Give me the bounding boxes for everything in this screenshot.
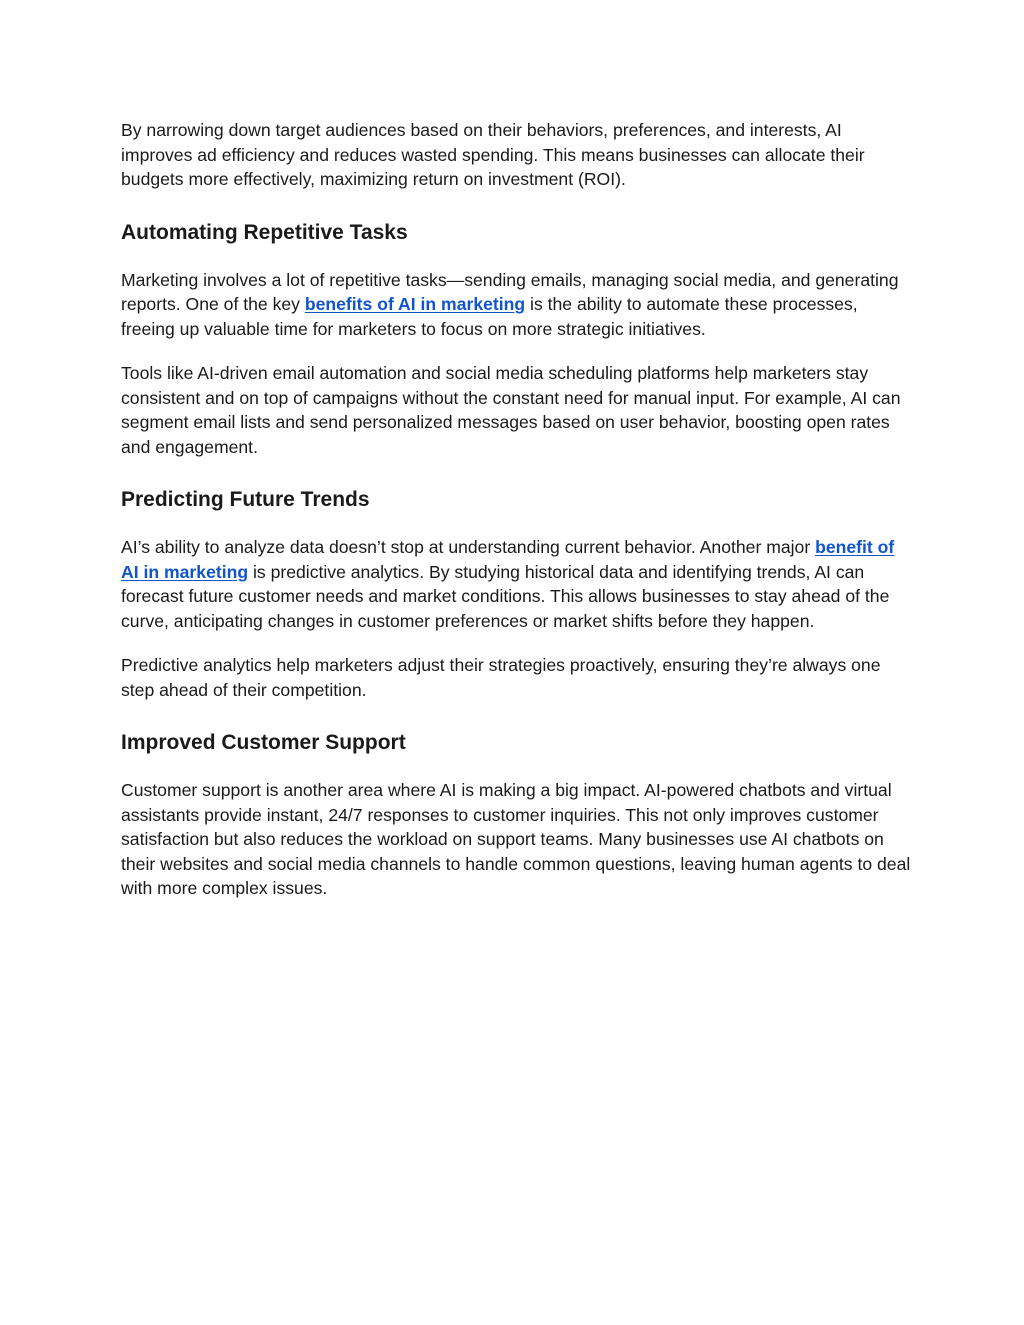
benefits-of-ai-link[interactable]: benefits of AI in marketing — [304, 294, 526, 314]
predicting-paragraph-1 — [121, 535, 911, 633]
heading-automating-repetitive-tasks: Automating Repetitive Tasks — [121, 220, 408, 244]
document-page — [121, 118, 911, 921]
benefit-of-ai-link[interactable]: benefit of AI in marketing — [121, 537, 895, 582]
text-span: AI’s ability to analyze data doesn’t stop at understanding current behavior. Another major — [121, 537, 816, 557]
text-span: is predictive analytics. By studying historical data and identifying trends, AI can forecast future customer needs and market conditions. This allows businesses to stay ahead of the curve, anticipating changes in customer preferences or market shifts before they happen. — [121, 561, 890, 631]
automating-paragraph-1 — [121, 268, 911, 342]
support-paragraph-1: Customer support is another area where AI is making a big impact. AI-powered chatbots and virtual assistants provide instant, 24/7 responses to customer inquiries. This not only improves customer satisfaction but also reduces the workload on support teams. Many businesses use AI chatbots on their websites and social media channels to handle common questions, leaving human agents to deal with more complex issues. — [121, 780, 911, 898]
intro-paragraph: By narrowing down target audiences based on their behaviors, preferences, and interests, AI improves ad efficiency and reduces wasted spending. This means businesses can allocate their budgets more effectively, maximizing return on investment (ROI). — [121, 120, 865, 189]
automating-paragraph-2: Tools like AI-driven email automation and social media scheduling platforms help marketers stay consistent and on top of campaigns without the constant need for manual input. For example, AI can segment email lists and send personalized messages based on user behavior, boosting open rates and engagement. — [121, 363, 901, 457]
heading-predicting-future-trends: Predicting Future Trends — [121, 488, 370, 511]
text-span: Marketing involves a lot of repetitive tasks—sending emails, managing social media, and generating reports. One of the key — [121, 269, 899, 314]
text-span: is the ability to automate these processes, freeing up valuable time for marketers to focus on more strategic initiatives. — [121, 294, 858, 339]
predicting-paragraph-2: Predictive analytics help marketers adjust their strategies proactively, ensuring they’re always one step ahead of their competition. — [121, 655, 881, 700]
heading-improved-customer-support: Improved Customer Support — [121, 731, 406, 754]
